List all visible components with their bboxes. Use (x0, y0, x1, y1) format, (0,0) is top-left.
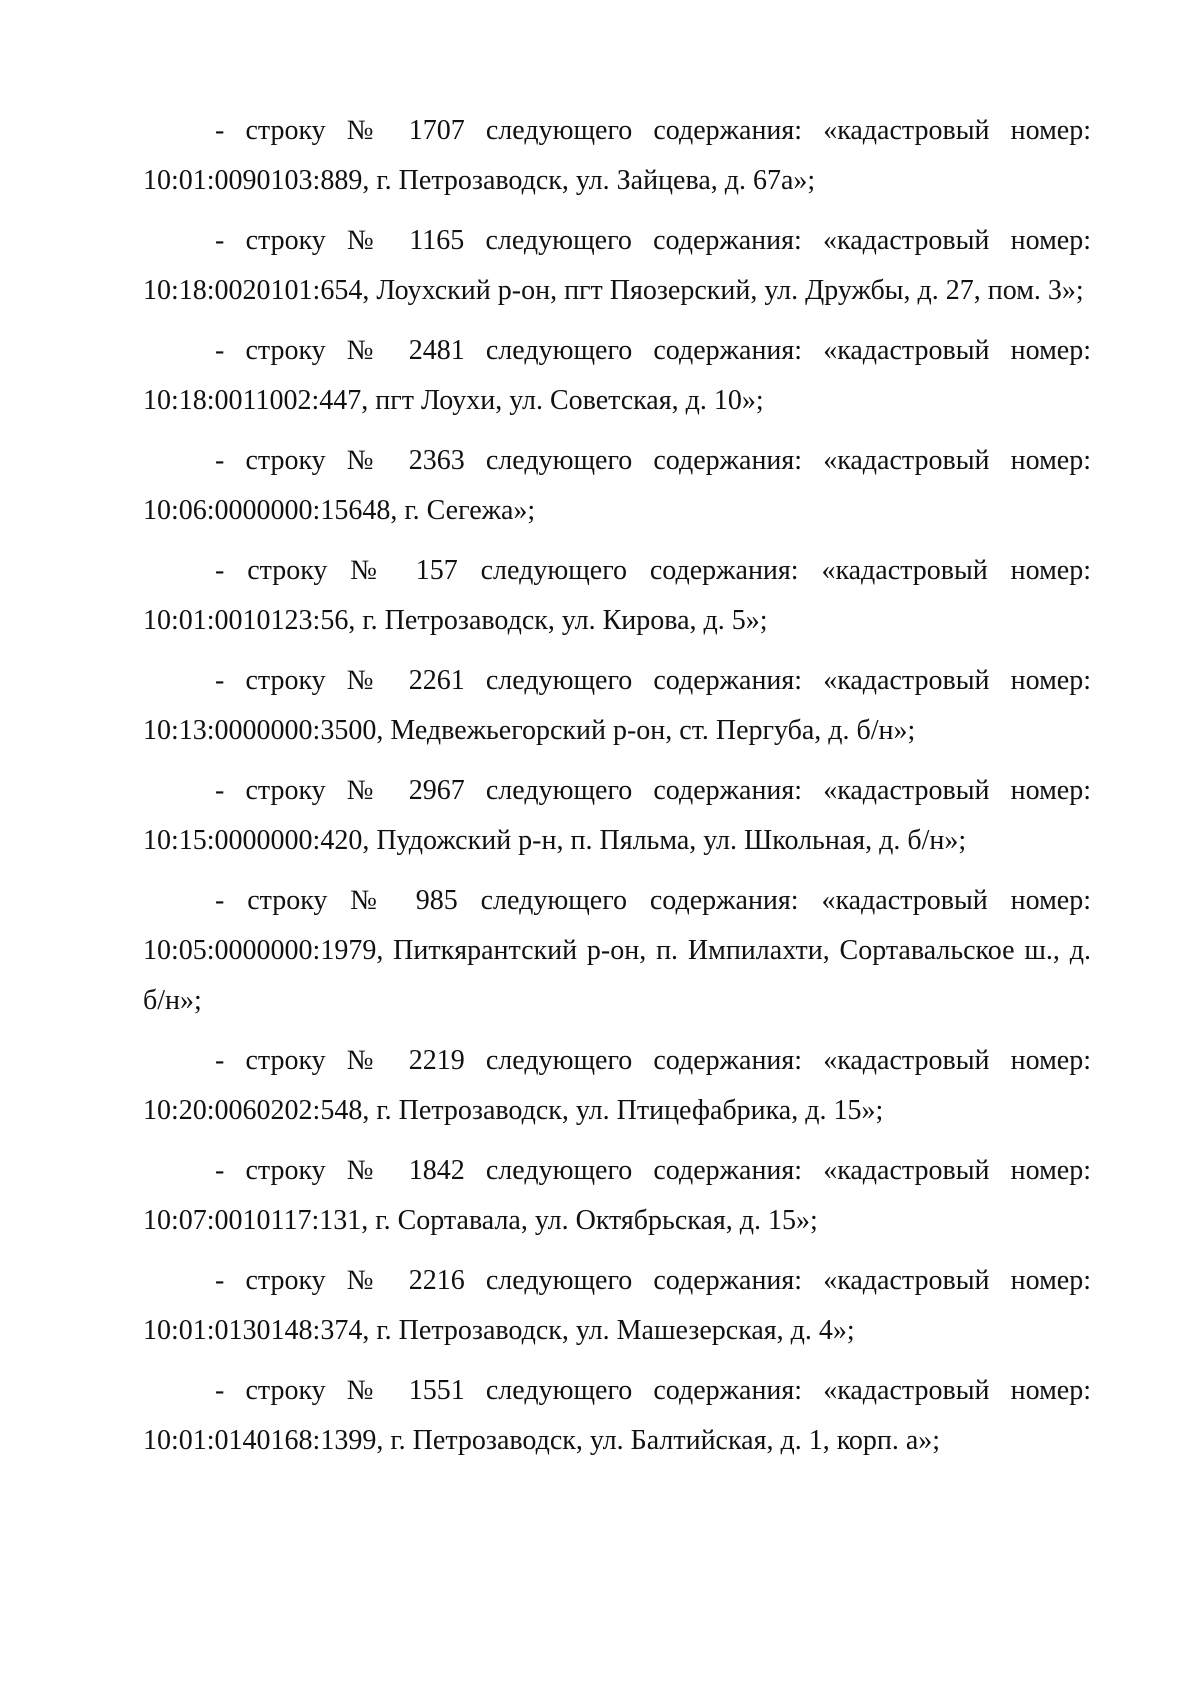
paragraph-row-985: - строку № 985 следующего содержания: «кадастровый номер: 10:05:0000000:1979, Питкярантский р-он, п. Импилахти, Сортавальское ш., д. б/н»; (143, 885, 1091, 1016)
document-page (143, 106, 1091, 1476)
paragraph-row-1842: - строку № 1842 следующего содержания: «кадастровый номер: 10:07:0010117:131, г. Сортавала, ул. Октябрьская, д. 15»; (143, 1155, 1091, 1236)
paragraph-row-2261: - строку № 2261 следующего содержания: «кадастровый номер: 10:13:0000000:3500, Медвежьегорский р-он, ст. Пергуба, д. б/н»; (143, 665, 1091, 746)
paragraph-row-2216: - строку № 2216 следующего содержания: «кадастровый номер: 10:01:0130148:374, г. Петрозаводск, ул. Машезерская, д. 4»; (143, 1265, 1091, 1346)
paragraph-row-1165: - строку № 1165 следующего содержания: «кадастровый номер: 10:18:0020101:654, Лоухский р-он, пгт Пяозерский, ул. Дружбы, д. 27, пом. 3»; (143, 225, 1091, 306)
paragraph-row-1551: - строку № 1551 следующего содержания: «кадастровый номер: 10:01:0140168:1399, г. Петрозаводск, ул. Балтийская, д. 1, корп. а»; (143, 1375, 1091, 1456)
paragraph-row-2481: - строку № 2481 следующего содержания: «кадастровый номер: 10:18:0011002:447, пгт Лоухи, ул. Советская, д. 10»; (143, 335, 1091, 416)
paragraph-row-2967: - строку № 2967 следующего содержания: «кадастровый номер: 10:15:0000000:420, Пудожский р-н, п. Пяльма, ул. Школьная, д. б/н»; (143, 775, 1091, 856)
paragraph-row-2219: - строку № 2219 следующего содержания: «кадастровый номер: 10:20:0060202:548, г. Петрозаводск, ул. Птицефабрика, д. 15»; (143, 1045, 1091, 1126)
paragraph-row-157: - строку № 157 следующего содержания: «кадастровый номер: 10:01:0010123:56, г. Петрозаводск, ул. Кирова, д. 5»; (143, 555, 1091, 636)
paragraph-row-2363: - строку № 2363 следующего содержания: «кадастровый номер: 10:06:0000000:15648, г. Сегежа»; (143, 445, 1091, 526)
paragraph-row-1707: - строку № 1707 следующего содержания: «кадастровый номер: 10:01:0090103:889, г. Петрозаводск, ул. Зайцева, д. 67а»; (143, 115, 1091, 196)
